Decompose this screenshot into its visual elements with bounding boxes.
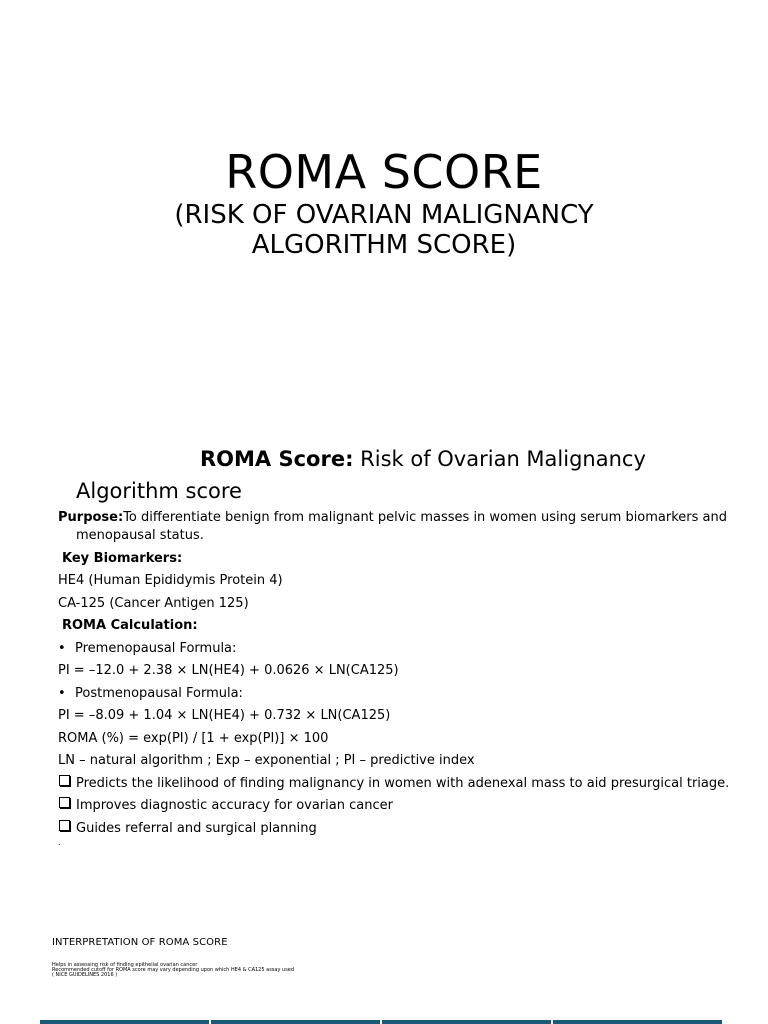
checklist-text: Improves diagnostic accuracy for ovarian cancer xyxy=(76,798,393,813)
interpretation-note: Helps in assessing risk of finding epithelial ovarian cancer xyxy=(52,962,198,968)
main-title: ROMA SCORE xyxy=(225,145,543,199)
premenopausal-formula: PI = –12.0 + 2.38 × LN(HE4) + 0.0626 × LN(CA125) xyxy=(58,663,399,678)
table-header-cell xyxy=(40,1020,209,1024)
interpretation-slide xyxy=(0,920,768,1024)
heading-rest-2: Algorithm score xyxy=(76,479,242,503)
trailing-dot: . xyxy=(58,838,61,847)
table-header-bar xyxy=(40,1020,722,1024)
abbreviations: LN – natural algorithm ; Exp – exponential ; PI – predictive index xyxy=(58,753,475,768)
heading-bold: ROMA Score: xyxy=(200,447,354,471)
purpose-paragraph xyxy=(58,509,758,545)
premenopausal-item xyxy=(58,640,758,658)
key-biomarkers-label: Key Biomarkers: xyxy=(62,551,183,566)
checklist-text: Predicts the likelihood of finding malignancy in women with adenexal mass to aid presurgical triage. xyxy=(76,776,730,791)
interpretation-note: Recommended cutoff for ROMA score may vary depending upon which HE4 & CA125 assay used xyxy=(52,967,295,973)
title-slide xyxy=(0,0,768,420)
content-slide xyxy=(0,420,768,850)
checkbox-icon xyxy=(59,797,70,808)
purpose-text-1: To differentiate benign from malignant pelvic masses in women using serum biomarkers and xyxy=(123,510,728,525)
checklist-item xyxy=(58,797,758,815)
interpretation-note: ( NICE GUIDELINES 2016 ) xyxy=(52,972,118,978)
postmenopausal-item xyxy=(58,685,758,703)
bullet-icon: • xyxy=(58,686,66,701)
checklist-item xyxy=(58,775,758,793)
subtitle: (RISK OF OVARIAN MALIGNANCY ALGORITHM SCORE) xyxy=(174,200,594,260)
table-header-cell xyxy=(553,1020,722,1024)
checkbox-icon xyxy=(59,775,70,786)
interpretation-title: INTERPRETATION OF ROMA SCORE xyxy=(52,937,228,948)
roma-calculation-label: ROMA Calculation: xyxy=(62,618,198,633)
purpose-label: Purpose: xyxy=(58,510,124,525)
purpose-text-2: menopausal status. xyxy=(76,528,204,543)
premenopausal-label: Premenopausal Formula: xyxy=(75,641,237,656)
table-header-cell xyxy=(382,1020,551,1024)
section-heading xyxy=(58,443,738,507)
table-header-cell xyxy=(211,1020,380,1024)
heading-rest-1: Risk of Ovarian Malignancy xyxy=(353,447,646,471)
biomarker-he4: HE4 (Human Epididymis Protein 4) xyxy=(58,573,283,588)
biomarker-ca125: CA-125 (Cancer Antigen 125) xyxy=(58,596,249,611)
bullet-icon: • xyxy=(58,641,66,656)
checklist-item xyxy=(58,820,758,838)
postmenopausal-formula: PI = –8.09 + 1.04 × LN(HE4) + 0.732 × LN(CA125) xyxy=(58,708,391,723)
checkbox-icon xyxy=(59,820,70,831)
roma-percent-formula: ROMA (%) = exp(PI) / [1 + exp(PI)] × 100 xyxy=(58,731,329,746)
checklist-text: Guides referral and surgical planning xyxy=(76,821,317,836)
postmenopausal-label: Postmenopausal Formula: xyxy=(75,686,243,701)
